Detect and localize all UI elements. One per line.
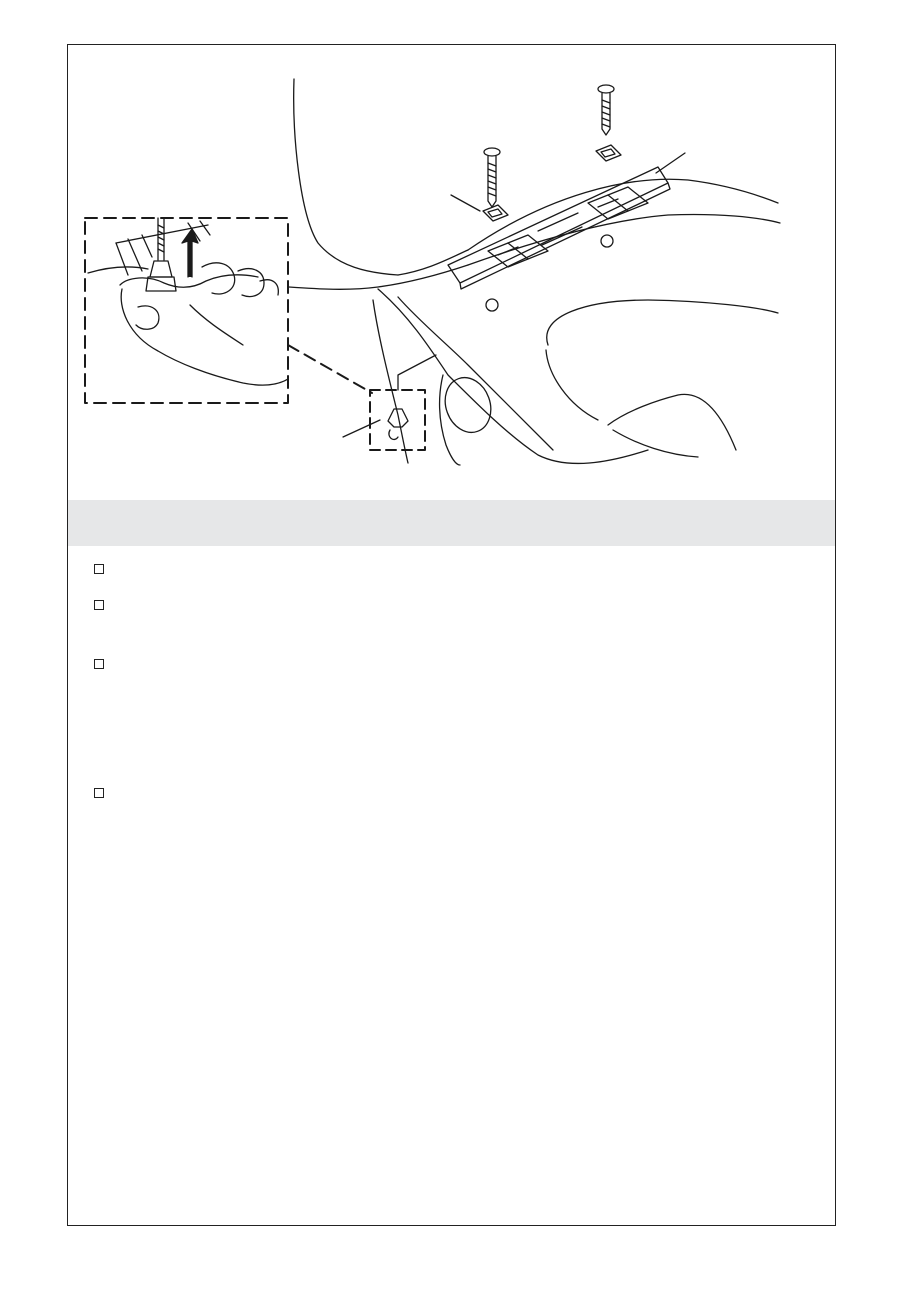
toilet-bowl-outline bbox=[373, 179, 780, 465]
checkbox-icon[interactable] bbox=[94, 788, 104, 798]
checkbox-icon[interactable] bbox=[94, 564, 104, 574]
washer-left-slot bbox=[488, 209, 502, 217]
tighten-up-arrow-icon bbox=[182, 229, 198, 277]
washer-left bbox=[483, 205, 508, 221]
mount-hole-right bbox=[601, 235, 613, 247]
nut-leader-vertical bbox=[398, 355, 436, 390]
leader-line-plate bbox=[656, 153, 685, 173]
toilet-tank-outline bbox=[289, 79, 468, 289]
screw-left bbox=[484, 148, 500, 207]
leader-line-nut bbox=[343, 420, 380, 437]
checkbox-icon[interactable] bbox=[94, 659, 104, 669]
washer-right-slot bbox=[601, 149, 615, 157]
checkbox-icon[interactable] bbox=[94, 600, 104, 610]
installation-illustration bbox=[68, 45, 835, 500]
mounting-plate bbox=[448, 167, 670, 289]
detail-connector-line bbox=[288, 345, 372, 393]
screw-right bbox=[598, 85, 614, 135]
mount-hole-left bbox=[486, 299, 498, 311]
section-heading-band bbox=[68, 500, 835, 546]
nut-callout-box bbox=[370, 390, 425, 450]
page-frame bbox=[67, 44, 836, 1226]
bowl-drain-cavity bbox=[438, 371, 498, 439]
inset-detail-box bbox=[85, 218, 288, 403]
washer-right bbox=[596, 145, 621, 161]
leader-line-washer bbox=[451, 195, 480, 211]
